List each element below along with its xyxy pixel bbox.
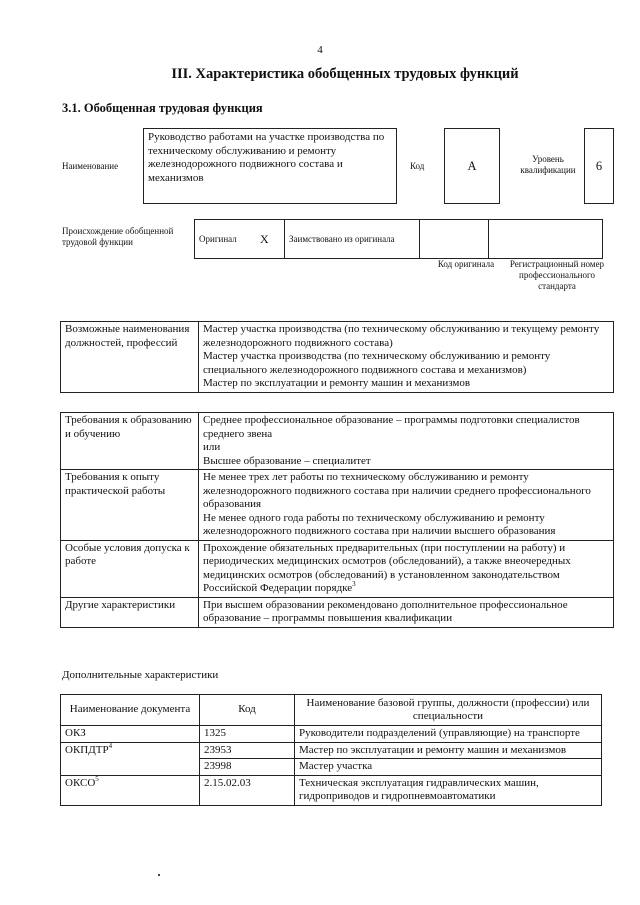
table-row <box>61 470 614 541</box>
col-header-code: Код <box>200 695 295 726</box>
table-row <box>61 742 602 759</box>
code-label: Код <box>410 161 425 171</box>
col-header-name: Наименование базовой группы, должности (профессии) или специальности <box>295 695 602 726</box>
origin-label: Происхождение обобщенной трудовой функции <box>62 226 174 247</box>
subsection-title: 3.1. Обобщенная трудовая функция <box>62 101 263 115</box>
table-row <box>61 540 614 597</box>
table-row <box>61 775 602 805</box>
doc-cell: ОКПДТР$^4$ <box>61 742 200 775</box>
positions-table <box>60 321 614 393</box>
name-cell: Руководители подразделений (управляющие) на транспорте <box>295 726 602 743</box>
requirement-label: Особые условия допуска к работе <box>61 540 199 597</box>
reg-number-caption: Регистрационный номер профессионального стандарта <box>509 259 605 291</box>
page-number: 4 <box>317 44 323 56</box>
code-cell: 23998 <box>200 759 295 776</box>
requirement-line: Прохождение обязательных предварительных (при поступлении на работу) и периодических медицинских осмотров (обследований), а также внеочередных медицинских осмотров (обследований) в установленном законодательством Российской Федерации порядке <box>203 541 571 594</box>
name-cell: Мастер по эксплуатации и ремонту машин и механизмов <box>295 742 602 759</box>
position-item: Мастер по эксплуатации и ремонту машин и механизмов <box>203 377 471 389</box>
positions-label: Возможные наименования должностей, профессий <box>61 322 199 393</box>
code-original-caption: Код оригинала <box>437 259 495 269</box>
additional-title: Дополнительные характеристики <box>62 669 219 681</box>
code-cell: 2.15.02.03 <box>200 775 295 805</box>
requirement-line: Высшее образование – специалитет <box>203 454 371 467</box>
name-label: Наименование <box>62 161 119 171</box>
header-row <box>61 695 602 726</box>
requirement-line: или <box>203 441 221 453</box>
original-mark: X <box>256 220 285 259</box>
footnote-mark: 3 <box>352 580 356 588</box>
scan-speck <box>158 874 160 876</box>
name-cell: Мастер участка <box>295 759 602 776</box>
requirement-label: Другие характеристики <box>61 597 199 627</box>
doc-cell: ОКЗ <box>61 726 200 743</box>
position-item: Мастер участка производства (по техническому обслуживанию и ремонту специального железнодорожного подвижного состава и механизмов) <box>203 350 551 376</box>
name-cell: Техническая эксплуатация гидравлических машин, гидроприводов и гидропневмоавтоматики <box>295 775 602 805</box>
footnote-mark: 4 <box>108 741 113 750</box>
doc-cell: ОКСО$^5$ <box>61 775 200 805</box>
origin-table <box>194 219 603 259</box>
table-row <box>61 413 614 470</box>
requirement-label: Требования к опыту практической работы <box>61 470 199 541</box>
reg-number-cell <box>489 220 603 259</box>
requirement-label: Требования к образованию и обучению <box>61 413 199 470</box>
function-name-box: Руководство работами на участке производства по техническому обслуживанию и ремонту железнодорожного подвижного состава и механизмов <box>143 128 397 204</box>
section-title: III. Характеристика обобщенных трудовых функций <box>171 66 519 82</box>
position-item: Мастер участка производства (по техническому обслуживанию и текущему ремонту железнодорожного подвижного состава) <box>203 323 600 349</box>
function-code-box: A <box>444 128 500 204</box>
borrowed-label: Заимствовано из оригинала <box>285 220 420 259</box>
table-row <box>61 726 602 743</box>
requirements-table <box>60 412 614 628</box>
requirement-line: Среднее профессиональное образование – программы подготовки специалистов среднего звена <box>203 414 580 440</box>
footnote-mark: 5 <box>95 774 99 783</box>
col-header-document: Наименование документа <box>61 695 200 726</box>
requirement-line: Не менее трех лет работы по техническому обслуживанию и ремонту железнодорожного подвижного состава при наличии среднего профессионального образования <box>203 471 591 510</box>
level-value-box: 6 <box>584 128 614 204</box>
code-cell: 1325 <box>200 726 295 743</box>
positions-list <box>199 322 614 393</box>
requirement-line: Не менее одного года работы по техническому обслуживанию и ремонту железнодорожного подвижного состава при наличии высшего образования <box>203 511 556 537</box>
code-original-cell <box>420 220 489 259</box>
level-label: Уровень квалификации <box>520 154 576 175</box>
requirement-line: При высшем образовании рекомендовано дополнительное профессиональное образование – программы повышения квалификации <box>203 598 568 624</box>
original-label: Оригинал <box>195 220 257 259</box>
additional-table <box>60 694 602 806</box>
table-row <box>61 597 614 627</box>
code-cell: 23953 <box>200 742 295 759</box>
